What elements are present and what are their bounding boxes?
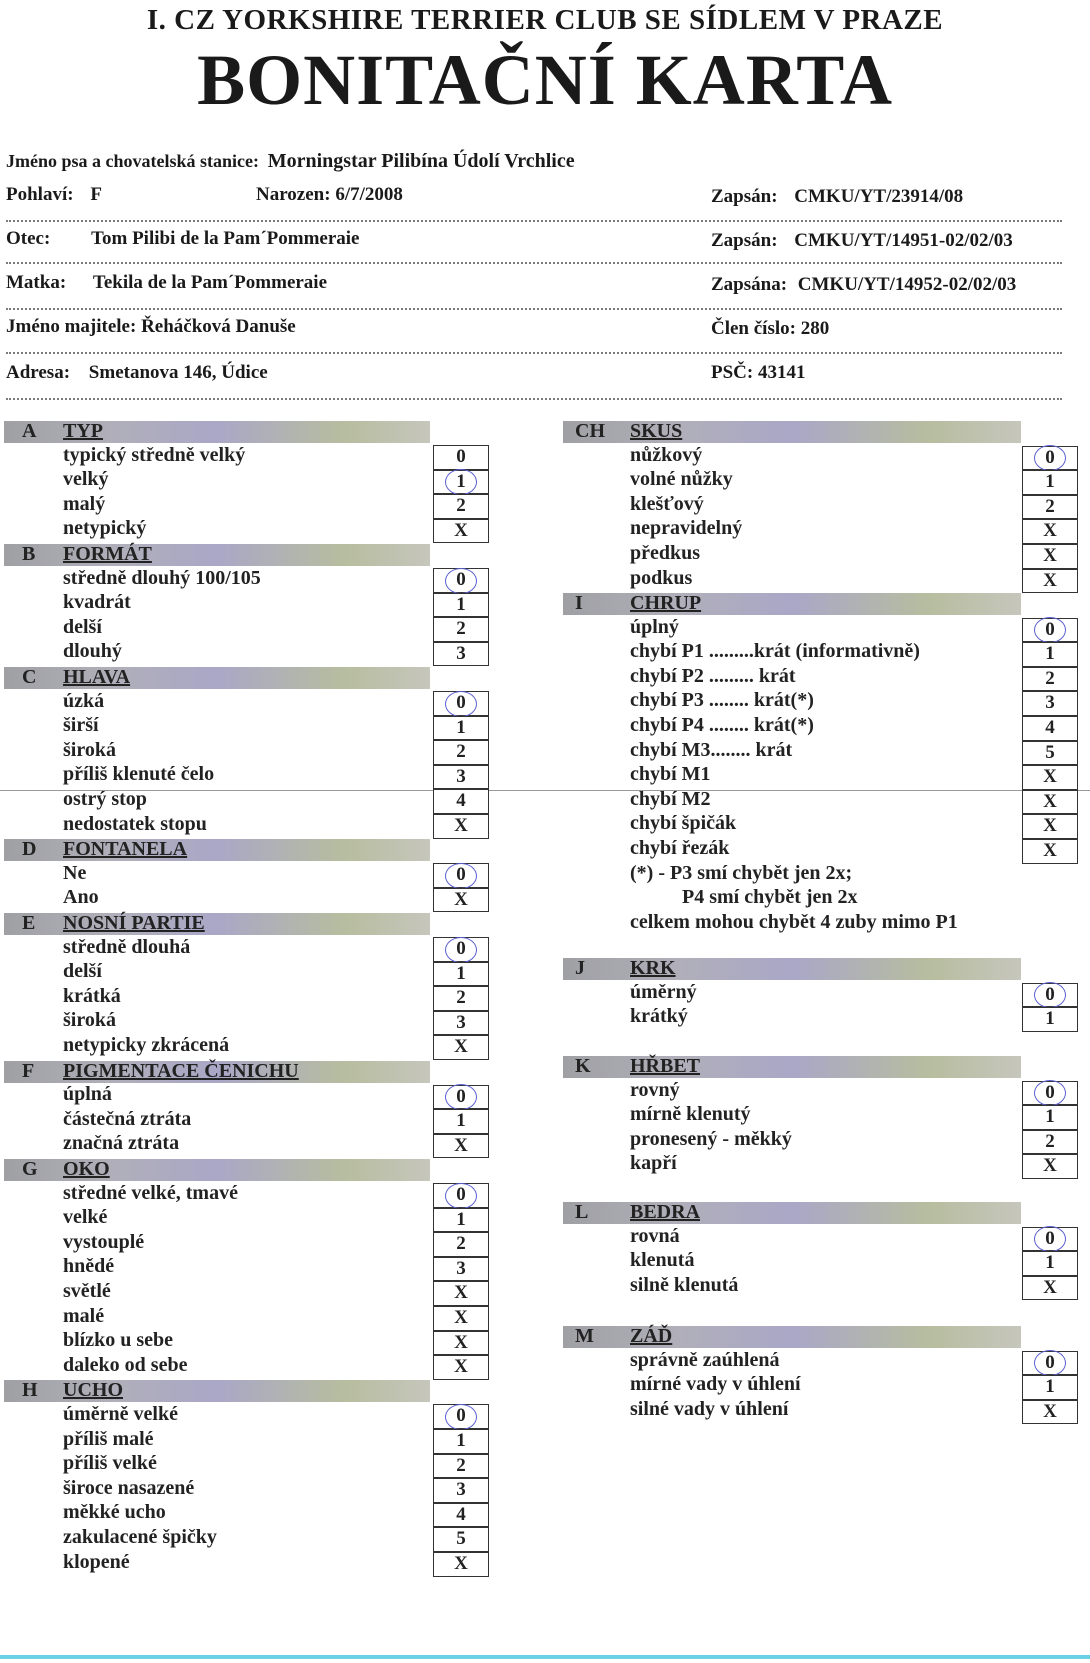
section-title: TYP <box>63 420 103 442</box>
criterion-label: klešťový <box>630 492 704 515</box>
score-box: X <box>433 1035 489 1060</box>
criterion-label: chybí P4 ........ krát(*) <box>630 714 814 736</box>
criterion-label: měkké ucho <box>63 1501 166 1524</box>
criterion-label: Ano <box>63 886 99 909</box>
score-box: 1 <box>1022 1105 1078 1130</box>
address-value: Smetanova 146, Údice <box>88 362 268 383</box>
score-box: X <box>1022 790 1078 815</box>
section-title: SKUS <box>630 420 683 442</box>
divider <box>6 262 1062 264</box>
criterion-label: značná ztráta <box>63 1132 180 1155</box>
score-box: X <box>1022 765 1078 790</box>
criterion-label: chybí řezák <box>630 837 730 859</box>
score-box: X <box>433 814 489 839</box>
section-title: UCHO <box>63 1379 123 1402</box>
section-header-pigmentace-čenichu <box>4 1061 430 1083</box>
section-letter: C <box>22 666 37 688</box>
score-box: X <box>1022 1154 1078 1179</box>
chrup-note: celkem mohou chybět 4 zuby mimo P1 <box>630 910 958 933</box>
criterion-label: netypický <box>63 517 147 540</box>
criterion-label: chybí M3........ krát <box>630 738 793 761</box>
owner-value: Řeháčková Danuše <box>141 316 296 337</box>
criterion-label: podkus <box>630 566 693 589</box>
criterion-label: příliš malé <box>63 1427 154 1450</box>
score-box: X <box>1022 814 1078 839</box>
criterion-label: krátká <box>63 984 121 1007</box>
reg2-field <box>711 230 1013 252</box>
section-letter: L <box>575 1201 589 1223</box>
page-title: BONITAČNÍ KARTA <box>197 40 893 120</box>
criterion-label: kapří <box>630 1152 677 1175</box>
section-title: HLAVA <box>63 666 131 688</box>
score-box: X <box>1022 544 1078 569</box>
score-box: 3 <box>433 1478 489 1503</box>
criterion-label: zakulacené špičky <box>63 1526 217 1548</box>
score-box: 4 <box>433 1503 489 1528</box>
criterion-label: typický středně velký <box>63 443 246 466</box>
score-box: 0 <box>433 1404 489 1429</box>
criterion-label: hnědé <box>63 1255 115 1278</box>
score-box: 3 <box>433 765 489 790</box>
criterion-label: mírně klenutý <box>630 1103 751 1126</box>
zip-value: 43141 <box>757 362 806 383</box>
mother-field <box>6 272 327 294</box>
score-box: 0 <box>1022 1227 1078 1252</box>
score-box: 2 <box>1022 1130 1078 1155</box>
criterion-label: úměrný <box>630 980 697 1003</box>
criterion-label: pronesený - měkký <box>630 1127 792 1150</box>
criterion-label: malé <box>63 1304 105 1327</box>
criterion-label: kvadrát <box>63 591 131 614</box>
section-title: OKO <box>63 1158 110 1180</box>
address-label: Adresa: <box>6 362 71 383</box>
section-header-nosní-partie <box>4 913 430 935</box>
section-header-hlava <box>4 667 430 689</box>
criterion-label: úplný <box>630 615 679 638</box>
dog-name-label: Jméno psa a chovatelská stanice: <box>6 151 259 171</box>
criterion-label: daleko od sebe <box>63 1353 188 1376</box>
score-box: X <box>1022 1276 1078 1301</box>
criterion-label: mírné vady v úhlení <box>630 1373 801 1396</box>
reg1-label: Zapsán: <box>711 186 778 207</box>
score-box: 0 <box>1022 618 1078 643</box>
address-field <box>6 362 268 384</box>
section-letter: G <box>22 1158 38 1180</box>
father-label: Otec: <box>6 228 51 249</box>
section-letter: J <box>575 957 585 979</box>
section-letter: M <box>575 1325 594 1347</box>
dog-name-value: Morningstar Pilibína Údolí Vrchlice <box>267 150 575 172</box>
score-box: 2 <box>1022 667 1078 692</box>
score-box: 2 <box>433 986 489 1011</box>
score-box: 1 <box>433 470 489 495</box>
criterion-label: středně dlouhý 100/105 <box>63 566 261 589</box>
criterion-label: malý <box>63 492 106 515</box>
section-title: ZÁĎ <box>630 1325 673 1347</box>
criterion-label: Ne <box>63 861 87 884</box>
score-box: 3 <box>1022 691 1078 716</box>
mother-label: Matka: <box>6 272 67 293</box>
score-box: 2 <box>433 1454 489 1479</box>
score-box: 0 <box>1022 1351 1078 1376</box>
zip-field <box>711 362 805 384</box>
reg3-field <box>711 274 1016 296</box>
club-name: I. CZ YORKSHIRE TERRIER CLUB SE SÍDLEM V PRAZE <box>146 4 944 36</box>
criterion-label: rovný <box>630 1078 680 1101</box>
criterion-label: silně klenutá <box>630 1273 739 1296</box>
score-box: 1 <box>1022 1251 1078 1276</box>
father-field <box>6 228 359 250</box>
criterion-label: velký <box>63 468 109 491</box>
section-letter: H <box>22 1379 38 1402</box>
chrup-note: (*) - P3 smí chybět jen 2x; <box>630 861 853 884</box>
score-box: 3 <box>433 1011 489 1036</box>
score-box: 1 <box>1022 1375 1078 1400</box>
dog-name-field <box>6 150 575 173</box>
score-box: X <box>1022 839 1078 864</box>
born-value: 6/7/2008 <box>335 184 403 205</box>
zip-label: PSČ: <box>711 362 754 383</box>
criterion-label: blízko u sebe <box>63 1329 174 1352</box>
score-box: X <box>433 519 489 544</box>
score-box: 5 <box>1022 741 1078 766</box>
score-box: X <box>433 1552 489 1577</box>
chrup-note: P4 smí chybět jen 2x <box>682 886 858 909</box>
section-header-formát <box>4 544 430 566</box>
score-box: 0 <box>433 863 489 888</box>
section-header-záď <box>563 1326 1021 1348</box>
criterion-label: klenutá <box>630 1249 695 1272</box>
section-title: PIGMENTACE ČENICHU <box>63 1059 299 1082</box>
criterion-label: delší <box>63 615 102 638</box>
criterion-label: nedostatek stopu <box>63 812 207 835</box>
score-box: 0 <box>433 1085 489 1110</box>
score-box: 0 <box>433 937 489 962</box>
criterion-label: úplná <box>63 1083 112 1106</box>
score-box: 2 <box>433 494 489 519</box>
father-value: Tom Pilibi de la Pam´Pommeraie <box>91 228 360 249</box>
reg3-label: Zapsána: <box>711 274 788 295</box>
criterion-label: předkus <box>630 542 701 564</box>
section-header-hřbet <box>563 1056 1021 1078</box>
divider <box>6 352 1062 354</box>
criterion-label: netypicky zkrácená <box>63 1034 230 1056</box>
criterion-label: chybí P3 ........ krát(*) <box>630 689 814 712</box>
score-box: 1 <box>1022 642 1078 667</box>
divider <box>6 398 1062 400</box>
score-box: 2 <box>433 1232 489 1257</box>
criterion-label: příliš velké <box>63 1452 157 1475</box>
criterion-label: krátký <box>630 1005 688 1028</box>
criterion-label: chybí špičák <box>630 812 737 835</box>
score-box: X <box>433 1306 489 1331</box>
section-header-typ <box>4 421 430 443</box>
born-label: Narozen: <box>256 184 331 205</box>
score-box: 2 <box>1022 495 1078 520</box>
score-box: X <box>433 1134 489 1159</box>
score-box: 3 <box>433 642 489 667</box>
criterion-label: dlouhý <box>63 640 122 663</box>
section-header-oko <box>4 1159 430 1181</box>
criterion-label: ostrý stop <box>63 788 147 810</box>
mother-value: Tekila de la Pam´Pommeraie <box>92 272 328 293</box>
score-box: 4 <box>433 789 489 814</box>
reg1-value: CMKU/YT/23914/08 <box>794 186 964 207</box>
section-title: KRK <box>630 957 676 979</box>
score-box: X <box>1022 519 1078 544</box>
score-box: 0 <box>1022 983 1078 1008</box>
sex-value: F <box>90 184 102 205</box>
score-box: 1 <box>433 1429 489 1454</box>
criterion-label: široká <box>63 1009 116 1032</box>
score-box: 1 <box>433 1109 489 1134</box>
section-letter: I <box>575 592 583 614</box>
criterion-label: chybí M1 <box>630 763 711 786</box>
section-header-ucho <box>4 1380 430 1402</box>
score-box: 1 <box>433 716 489 741</box>
member-field <box>711 318 829 340</box>
score-box: 4 <box>1022 716 1078 741</box>
score-box: 3 <box>433 1257 489 1282</box>
section-title: NOSNÍ PARTIE <box>63 912 205 934</box>
score-box: X <box>433 1355 489 1380</box>
reg2-value: CMKU/YT/14951-02/02/03 <box>794 230 1013 251</box>
scan-artifact-line <box>0 790 1090 791</box>
score-box: 0 <box>1022 1081 1078 1106</box>
criterion-label: klopené <box>63 1550 130 1573</box>
reg2-label: Zapsán: <box>711 230 778 251</box>
section-header-chrup <box>563 593 1021 615</box>
section-header-fontanela <box>4 839 430 861</box>
score-box: 5 <box>433 1527 489 1552</box>
section-title: FONTANELA <box>63 838 188 861</box>
score-box: 0 <box>433 445 489 470</box>
score-box: X <box>433 888 489 913</box>
criterion-label: delší <box>63 960 102 983</box>
criterion-label: úzká <box>63 689 105 712</box>
score-box: 0 <box>433 568 489 593</box>
criterion-label: správně zaúhlená <box>630 1348 780 1371</box>
sex-label: Pohlaví: <box>6 184 74 205</box>
reg1-field <box>711 186 963 208</box>
criterion-label: široká <box>63 738 116 761</box>
section-title: BEDRA <box>630 1201 701 1223</box>
divider <box>6 220 1062 222</box>
criterion-label: světlé <box>63 1280 111 1302</box>
criterion-label: středné velké, tmavé <box>63 1181 238 1204</box>
member-value: 280 <box>800 318 830 339</box>
section-letter: F <box>22 1059 35 1082</box>
scan-edge <box>0 1655 1090 1659</box>
section-header-krk <box>563 958 1021 980</box>
reg3-value: CMKU/YT/14952-02/02/03 <box>797 274 1017 295</box>
criterion-label: vystouplé <box>63 1230 145 1253</box>
section-title: HŘBET <box>630 1055 701 1077</box>
criterion-label: středně dlouhá <box>63 935 191 958</box>
score-box: X <box>433 1331 489 1356</box>
member-label: Člen číslo: <box>711 318 796 339</box>
criterion-label: širší <box>63 714 99 737</box>
score-box: X <box>1022 569 1078 594</box>
score-box: 1 <box>433 593 489 618</box>
owner-label: Jméno majitele: <box>6 316 137 337</box>
section-letter: E <box>22 912 36 934</box>
criterion-label: částečná ztráta <box>63 1107 192 1130</box>
score-box: 1 <box>433 1208 489 1233</box>
score-box: X <box>433 1281 489 1306</box>
score-box: 2 <box>433 740 489 765</box>
section-letter: D <box>22 838 37 861</box>
criterion-label: silné vady v úhlení <box>630 1397 789 1420</box>
criterion-label: chybí P1 .........krát (informativně) <box>630 640 920 663</box>
criterion-label: volné nůžky <box>630 468 733 491</box>
score-box: 2 <box>433 617 489 642</box>
criterion-label: nůžkový <box>630 443 703 466</box>
score-box: 1 <box>1022 1007 1078 1032</box>
owner-field <box>6 316 296 338</box>
score-box: 1 <box>1022 470 1078 495</box>
criterion-label: chybí P2 ......... krát <box>630 664 796 687</box>
score-box: X <box>1022 1400 1078 1425</box>
section-header-skus <box>563 421 1021 443</box>
section-title: CHRUP <box>630 592 702 614</box>
born-field <box>256 184 403 206</box>
section-letter: B <box>22 543 36 565</box>
criterion-label: velké <box>63 1206 108 1229</box>
divider <box>6 308 1062 310</box>
section-letter: A <box>22 420 37 442</box>
section-header-bedra <box>563 1202 1021 1224</box>
section-title: FORMÁT <box>63 543 152 565</box>
section-letter: K <box>575 1055 591 1077</box>
sex-field <box>6 184 102 206</box>
score-box: 0 <box>433 1183 489 1208</box>
criterion-label: chybí M2 <box>630 787 711 810</box>
criterion-label: rovná <box>630 1224 680 1247</box>
criterion-label: úměrně velké <box>63 1403 178 1425</box>
criterion-label: široce nasazené <box>63 1476 195 1499</box>
section-letter: CH <box>575 420 605 442</box>
criterion-label: příliš klenuté čelo <box>63 763 215 786</box>
score-box: 0 <box>1022 446 1078 471</box>
criterion-label: nepravidelný <box>630 517 743 540</box>
score-box: 1 <box>433 962 489 987</box>
score-box: 0 <box>433 691 489 716</box>
